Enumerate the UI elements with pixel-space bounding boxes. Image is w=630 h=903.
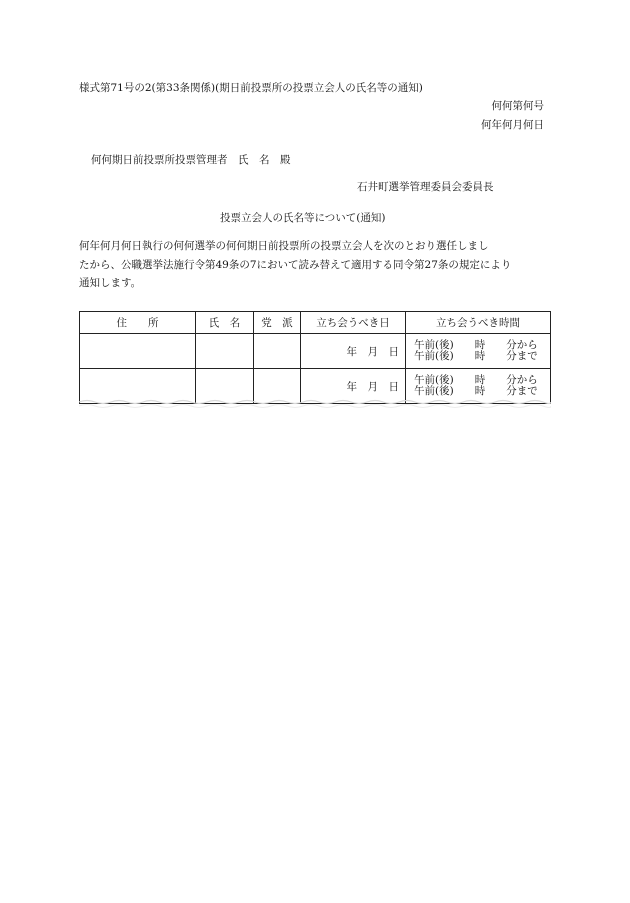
header-time: 立ち会うべき時間 (406, 312, 551, 334)
observer-table (79, 311, 551, 404)
time-to: 午前(後) 時 分まで (414, 385, 538, 397)
subject-line: 投票立会人の氏名等について(通知) (220, 212, 386, 224)
name-cell (196, 334, 254, 369)
table-header-row (80, 312, 551, 334)
address-cell (80, 334, 196, 369)
table-row (80, 334, 551, 369)
header-name: 氏 名 (196, 312, 254, 334)
body-line: 通知します。 (79, 277, 142, 289)
party-cell (254, 334, 301, 369)
time-from: 午前(後) 時 分から (414, 338, 538, 351)
body-line: 何年何月何日執行の何何選挙の何何期日前投票所の投票立会人を次のとおり選任しまし (79, 240, 489, 252)
header-address: 住 所 (80, 312, 196, 334)
document-date: 何年何月何日 (481, 119, 544, 131)
document-number: 何何第何号 (491, 100, 544, 112)
date-cell: 年 月 日 (301, 369, 406, 404)
recipient-line: 何何期日前投票所投票管理者 氏 名 殿 (91, 154, 291, 166)
torn-edge (79, 399, 551, 411)
header-date: 立ち会うべき日 (301, 312, 406, 334)
form-label: 様式第71号の2(第33条関係)(期日前投票所の投票立会人の氏名等の通知) (79, 82, 423, 94)
time-from: 午前(後) 時 分から (414, 373, 538, 386)
time-cell (406, 334, 551, 369)
date-cell: 年 月 日 (301, 334, 406, 369)
sender-line: 石井町選挙管理委員会委員長 (357, 181, 494, 193)
body-text (79, 237, 550, 293)
time-to: 午前(後) 時 分まで (414, 350, 538, 362)
header-party: 党 派 (254, 312, 301, 334)
body-line: たから、公職選挙法施行令第49条の7において読み替えて適用する同令第27条の規定により (79, 258, 512, 271)
